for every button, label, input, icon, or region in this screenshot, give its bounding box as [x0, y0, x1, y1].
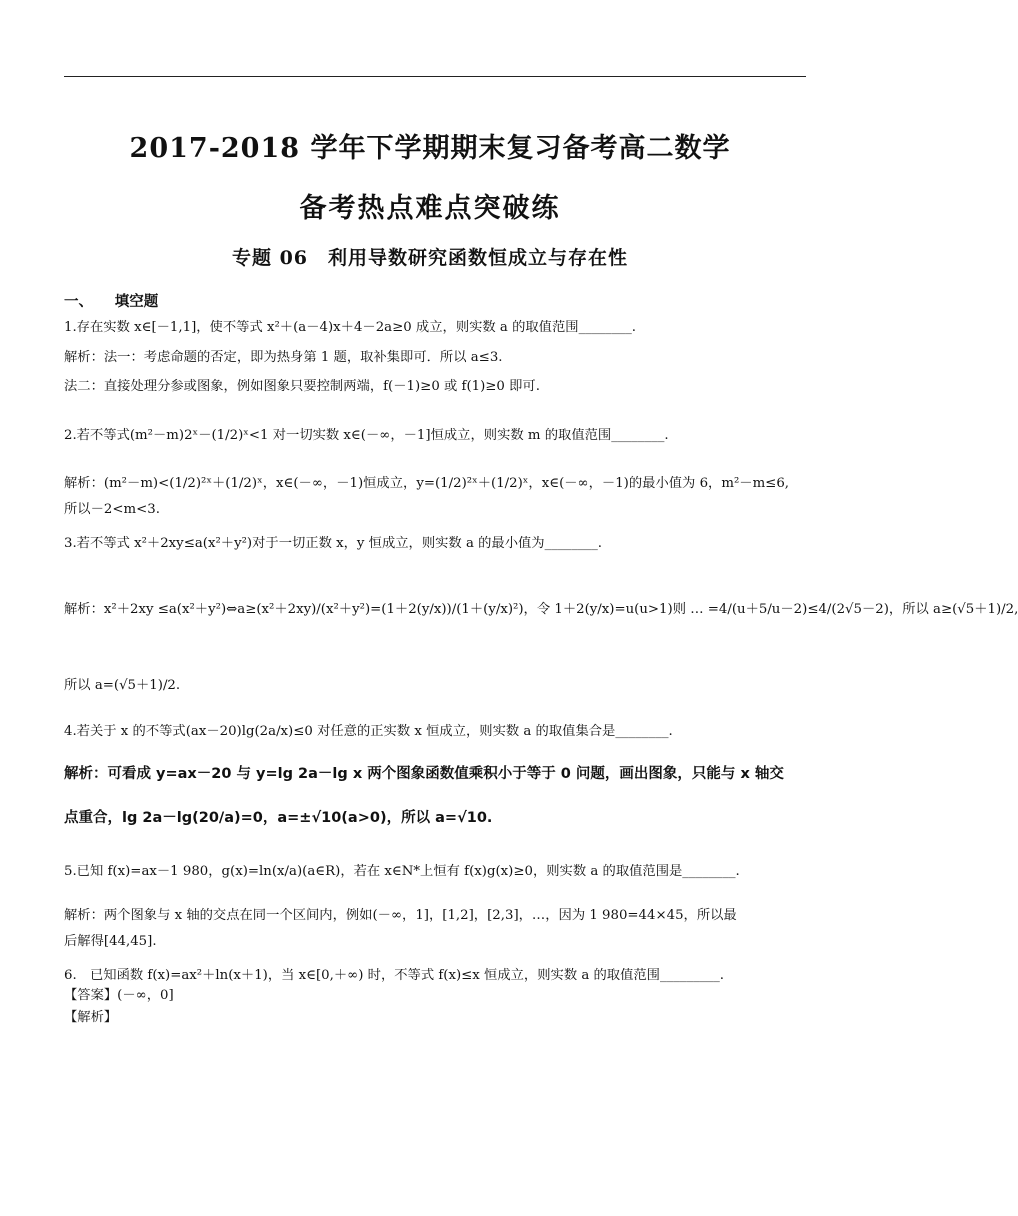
text-line-p4-sol1: 解析：可看成 y=ax－20 与 y=lg 2a－lg x 两个图象函数值乘积小于等于 0 问题，画出图象，只能与 x 轴交 — [64, 766, 784, 782]
section-heading: 一、 填空题 — [64, 293, 159, 310]
text-line-p1-sol1: 解析：法一：考虑命题的否定，即为热身第 1 题，取补集即可．所以 a≤3. — [64, 350, 503, 365]
text-line-p1-sol2: 法二：直接处理分参或图象，例如图象只要控制两端，f(－1)≥0 或 f(1)≥0 即可. — [64, 379, 540, 394]
document-title: 2017-2018 学年下学期期末复习备考高二数学 — [129, 133, 731, 164]
text-line-p2: 2.若不等式(m²－m)2ˣ－(1/2)ˣ<1 对一切实数 x∈(－∞，－1]恒成立，则实数 m 的取值范围________. — [64, 428, 669, 443]
text-line-p3-sol1: 解析：x²＋2xy ≤a(x²＋y²)⇔a≥(x²＋2xy)/(x²＋y²)=(1＋2(y/x))/(1＋(y/x)²)，令 1＋2(y/x)=u(u>1)则 … =4/(u＋5/u－2)≤4/(2√5－2)，所以 a≥(√5＋1)/2, — [64, 602, 1018, 617]
text-line-p3: 3.若不等式 x²＋2xy≤a(x²＋y²)对于一切正数 x，y 恒成立，则实数 a 的最小值为________. — [64, 536, 603, 551]
text-line-p6-ans: 【答案】(－∞，0] — [64, 988, 174, 1003]
text-line-p6: 6. 已知函数 f(x)=ax²＋ln(x＋1)，当 x∈[0,＋∞) 时，不等式 f(x)≤x 恒成立，则实数 a 的取值范围_________. — [64, 968, 725, 983]
text-line-p4-sol2: 点重合，lg 2a－lg(20/a)=0，a=±√10(a>0)，所以 a=√10. — [64, 810, 493, 826]
text-line-p2-sol1: 解析：(m²－m)<(1/2)²ˣ＋(1/2)ˣ，x∈(－∞，－1)恒成立，y=(1/2)²ˣ＋(1/2)ˣ，x∈(－∞，－1)的最小值为 6，m²－m≤6, — [64, 476, 790, 491]
text-line-p4: 4.若关于 x 的不等式(ax－20)lg(2a/x)≤0 对任意的正实数 x 恒成立，则实数 a 的取值集合是________. — [64, 724, 673, 739]
text-line-p1: 1.存在实数 x∈[－1,1]，使不等式 x²＋(a－4)x＋4－2a≥0 成立，则实数 a 的取值范围________. — [64, 320, 636, 335]
text-line-p2-sol2: 所以－2<m<3. — [64, 502, 160, 517]
text-line-p3-sol2: 所以 a=(√5＋1)/2. — [64, 678, 181, 693]
text-line-p6-sol: 【解析】 — [64, 1010, 118, 1025]
document-subtitle: 备考热点难点突破练 — [299, 193, 561, 224]
topic-title: 专题 06 利用导数研究函数恒成立与存在性 — [231, 247, 629, 269]
header-rule — [64, 76, 806, 77]
text-line-p5-sol1: 解析：两个图象与 x 轴的交点在同一个区间内，例如(－∞，1]，[1,2]，[2,3]，…，因为 1 980=44×45，所以最 — [64, 908, 737, 923]
text-line-p5-sol2: 后解得[44,45]. — [64, 934, 157, 949]
text-line-p5: 5.已知 f(x)=ax－1 980，g(x)=ln(x/a)(a∈R)，若在 x∈N*上恒有 f(x)g(x)≥0，则实数 a 的取值范围是________. — [64, 864, 740, 879]
